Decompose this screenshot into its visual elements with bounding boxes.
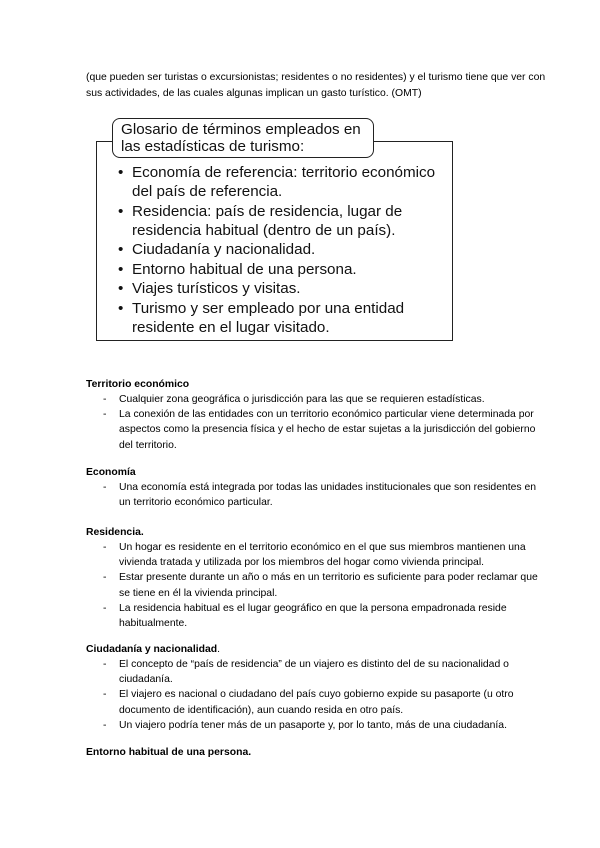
bullet-text: El viajero es nacional o ciudadano del país cuyo gobierno expide su pasaporte (u otro documento de identificación), aun cuando resida en otro país. [119, 689, 514, 716]
section-heading-suffix: . [217, 644, 220, 655]
bullet-text: Estar presente durante un año o más en un territorio es suficiente para poder reclamar que se tiene en él la vivienda principal. [119, 572, 538, 599]
section-heading-text: Ciudadanía y nacionalidad [86, 644, 218, 655]
glossary-title: Glosario de términos empleados en las estadísticas de turismo: [112, 118, 374, 158]
bullet-item [86, 570, 546, 600]
section-heading: Entorno habitual de una persona. [86, 747, 252, 758]
bullet-text: El concepto de “país de residencia” de un viajero es distinto del de su nacionalidad o ciudadanía. [119, 659, 509, 686]
section-bullets [86, 480, 546, 510]
dash-marker: - [103, 689, 107, 701]
section-bullets [86, 540, 546, 631]
section-heading [86, 643, 546, 657]
glossary-item: • Viajes turísticos y visitas. [118, 279, 438, 298]
section-heading: Territorio económico [86, 379, 190, 390]
glossary-item: • Residencia: país de residencia, lugar de residencia habitual (dentro de un país). [118, 202, 438, 240]
dash-marker: - [103, 409, 107, 421]
bullet-item [86, 480, 546, 510]
bullet-item [86, 657, 546, 687]
bullet-text: La conexión de las entidades con un territorio económico particular viene determinada por aspectos como la presencia física y el hecho de estar sujetas a la jurisdicción del gobierno del territorio. [119, 409, 536, 451]
glossary-item: • Turismo y ser empleado por una entidad residente en el lugar visitado. [118, 299, 438, 337]
bullet-item [86, 687, 546, 717]
glossary-list [118, 163, 438, 337]
section-heading: Economía [86, 467, 136, 478]
dash-marker: - [103, 394, 107, 405]
section-ciudadania [86, 643, 546, 733]
dash-marker: - [103, 572, 107, 584]
bullet-text: Una economía está integrada por todas las unidades institucionales que son residentes en un territorio económico particular. [119, 482, 537, 509]
bullet-text: Un hogar es residente en el territorio económico en el que sus miembros mantienen una vivienda tratada y utilizada por los miembros del hogar como vivienda principal. [119, 542, 526, 569]
bullet-item [86, 407, 546, 453]
glossary-item: • Economía de referencia: territorio económico del país de referencia. [118, 163, 438, 201]
dash-marker: - [103, 659, 107, 670]
bullet-item [86, 718, 546, 733]
dash-marker: - [103, 719, 107, 731]
section-entorno-habitual [86, 746, 546, 760]
bullet-item [86, 540, 546, 570]
glossary-item: • Ciudadanía y nacionalidad. [118, 240, 438, 259]
section-heading: Residencia. [86, 527, 144, 538]
dash-marker: - [103, 602, 107, 614]
section-territorio-economico [86, 378, 546, 453]
dash-marker: - [103, 482, 107, 493]
section-bullets [86, 392, 546, 453]
section-economia [86, 466, 546, 510]
dash-marker: - [103, 542, 107, 553]
section-residencia [86, 526, 546, 631]
bullet-item [86, 601, 546, 631]
bullet-text: La residencia habitual es el lugar geográfico en que la persona empadronada reside habitualmente. [119, 602, 507, 630]
glossary-item: • Entorno habitual de una persona. [118, 260, 438, 279]
bullet-item [86, 392, 546, 407]
section-bullets [86, 657, 546, 733]
bullet-text: Un viajero podría tener más de un pasaporte y, por lo tanto, más de una ciudadanía. [119, 719, 507, 731]
bullet-text: Cualquier zona geográfica o jurisdicción para las que se requieren estadísticas. [119, 394, 485, 405]
intro-paragraph: (que pueden ser turistas o excursionistas; residentes o no residentes) y el turismo tiene que ver con sus actividades, de las cuales algunas implican un gasto turístico. (OMT) [86, 72, 546, 99]
